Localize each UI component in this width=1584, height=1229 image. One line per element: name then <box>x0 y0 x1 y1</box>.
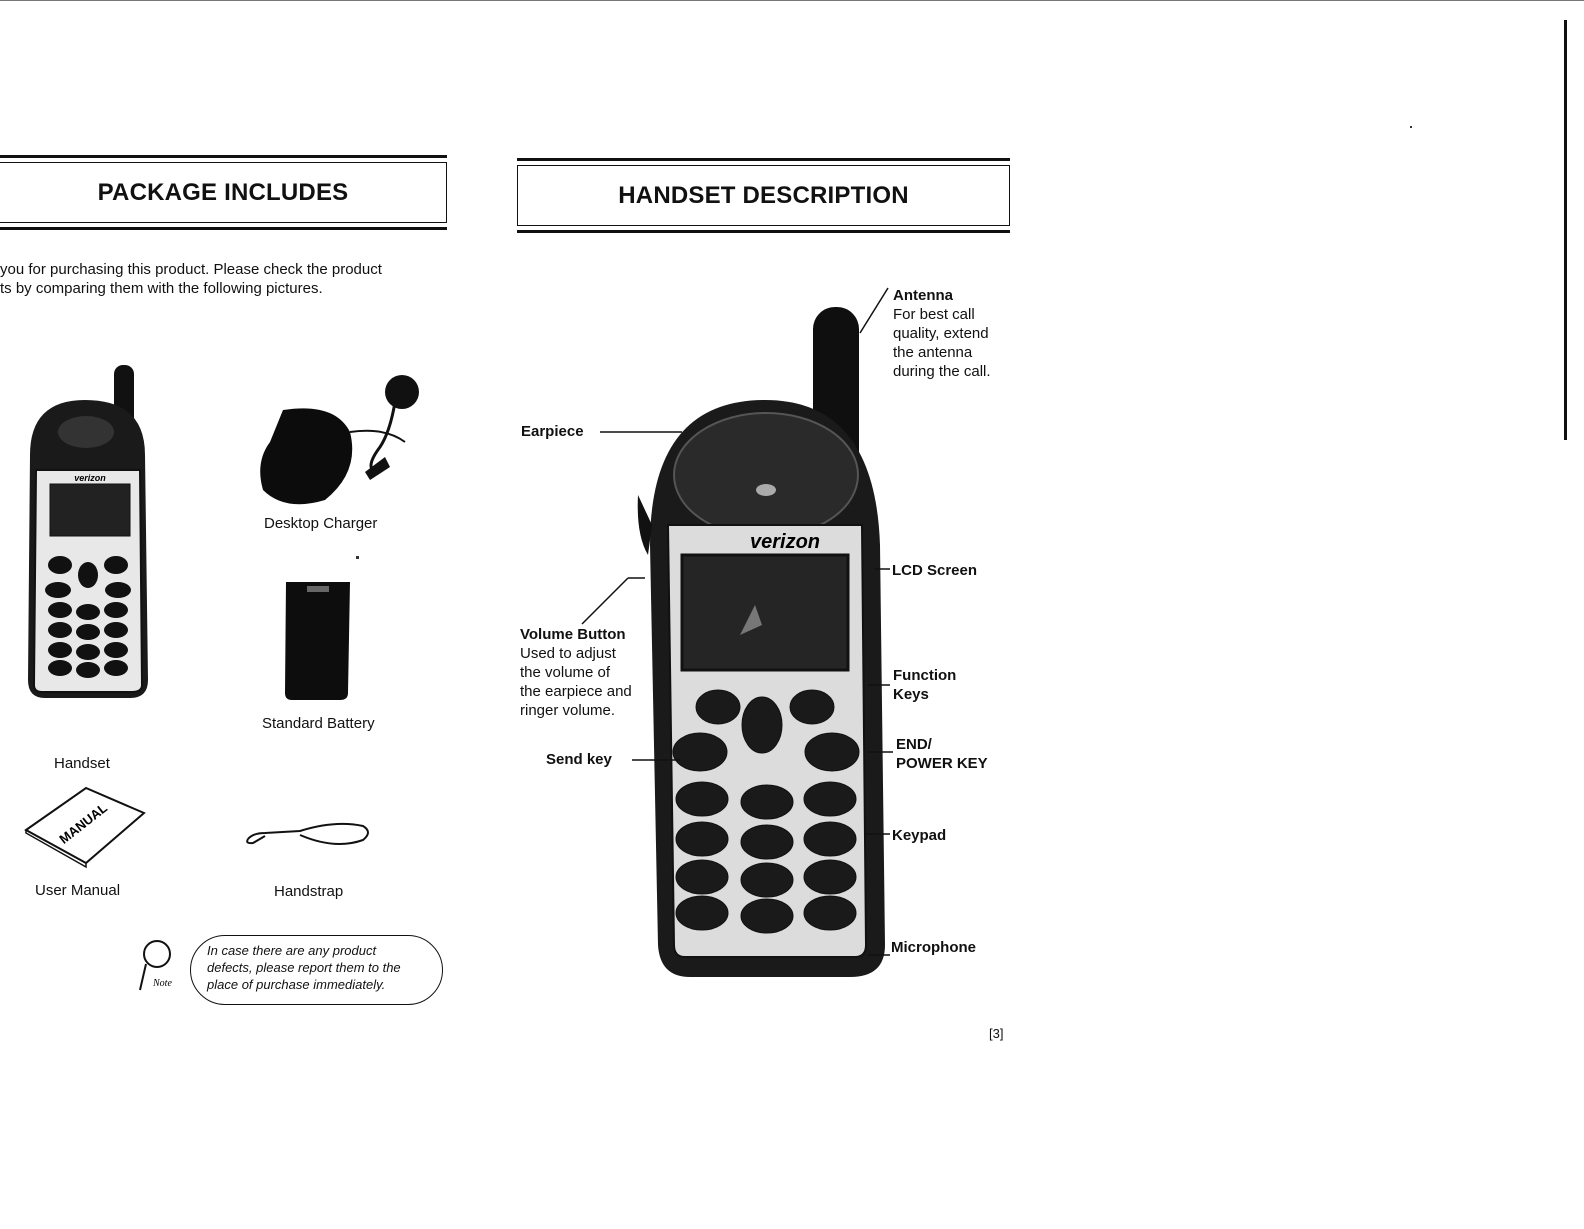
earpiece-label: Earpiece <box>521 423 584 440</box>
send-key-label: Send key <box>546 751 612 768</box>
antenna-label <box>893 286 991 381</box>
desktop-charger-label: Desktop Charger <box>264 515 378 532</box>
end-power-line-1: END/ <box>896 736 932 753</box>
note-line-1: In case there are any product <box>207 943 377 958</box>
standard-battery-label: Standard Battery <box>262 715 375 732</box>
handstrap-label: Handstrap <box>274 883 344 900</box>
volume-desc-2: the volume of <box>520 664 611 681</box>
volume-desc-3: the earpiece and <box>520 683 632 700</box>
function-keys-line-1: Function <box>893 667 957 684</box>
end-power-line-2: POWER KEY <box>896 755 988 772</box>
lcd-screen-label: LCD Screen <box>892 562 978 579</box>
antenna-desc-1: For best call <box>893 306 975 323</box>
page-number: [3] <box>989 1026 1004 1041</box>
user-manual-label: User Manual <box>35 882 121 899</box>
antenna-desc-3: the antenna <box>893 344 973 361</box>
handset-label: Handset <box>54 755 110 772</box>
intro-line-1: you for purchasing this product. Please check the product <box>0 261 382 278</box>
end-power-key-label <box>896 735 988 773</box>
function-keys-label <box>893 666 956 704</box>
keypad-label: Keypad <box>892 827 947 844</box>
volume-desc-4: ringer volume. <box>520 702 616 719</box>
svg-text:verizon: verizon <box>74 473 106 483</box>
microphone-label: Microphone <box>891 939 976 956</box>
antenna-title: Antenna <box>893 287 953 304</box>
intro-line-2: ts by comparing them with the following pictures. <box>0 280 323 297</box>
antenna-desc-2: quality, extend <box>893 325 989 342</box>
note-line-3: place of purchase immediately. <box>207 977 386 992</box>
volume-title: Volume Button <box>520 626 626 643</box>
svg-text:verizon: verizon <box>749 531 821 553</box>
volume-button-label <box>520 625 632 720</box>
antenna-desc-4: during the call. <box>893 363 991 380</box>
function-keys-line-2: Keys <box>893 686 929 703</box>
manual-cover-text: MANUAL <box>56 800 111 847</box>
svg-text:Note: Note <box>153 978 172 989</box>
package-includes-title: PACKAGE INCLUDES <box>0 162 447 223</box>
note-line-2: defects, please report them to the <box>207 960 401 975</box>
handset-description-title: HANDSET DESCRIPTION <box>517 165 1010 226</box>
volume-desc-1: Used to adjust <box>520 645 616 662</box>
